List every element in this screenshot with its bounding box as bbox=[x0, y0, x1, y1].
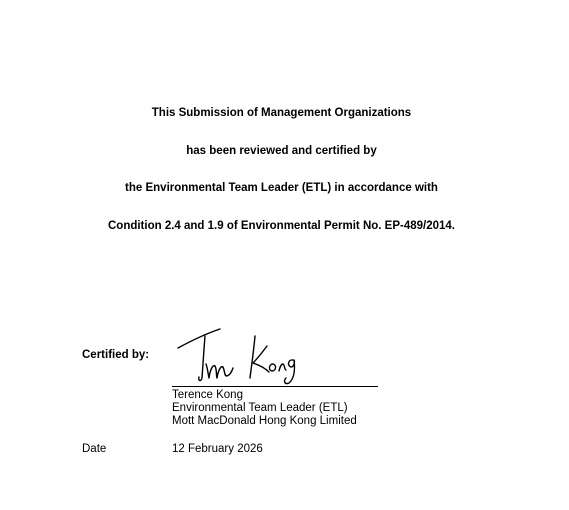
certification-line-3: the Environmental Team Leader (ETL) in accordance with bbox=[125, 182, 438, 194]
certification-line-1: This Submission of Management Organizations bbox=[151, 107, 412, 119]
certified-by-label: Certified by: bbox=[82, 349, 150, 361]
certification-line-2: has been reviewed and certified by bbox=[186, 145, 377, 157]
signer-title: Environmental Team Leader (ETL) bbox=[172, 402, 348, 414]
signature-line bbox=[172, 386, 378, 387]
signer-company: Mott MacDonald Hong Kong Limited bbox=[172, 415, 357, 427]
certification-line-4: Condition 2.4 and 1.9 of Environmental Permit No. EP-489/2014. bbox=[107, 220, 455, 232]
date-value: 12 February 2026 bbox=[172, 443, 263, 455]
date-label: Date bbox=[82, 443, 107, 455]
handwritten-signature bbox=[175, 326, 300, 386]
signer-name: Terence Kong bbox=[172, 389, 243, 401]
